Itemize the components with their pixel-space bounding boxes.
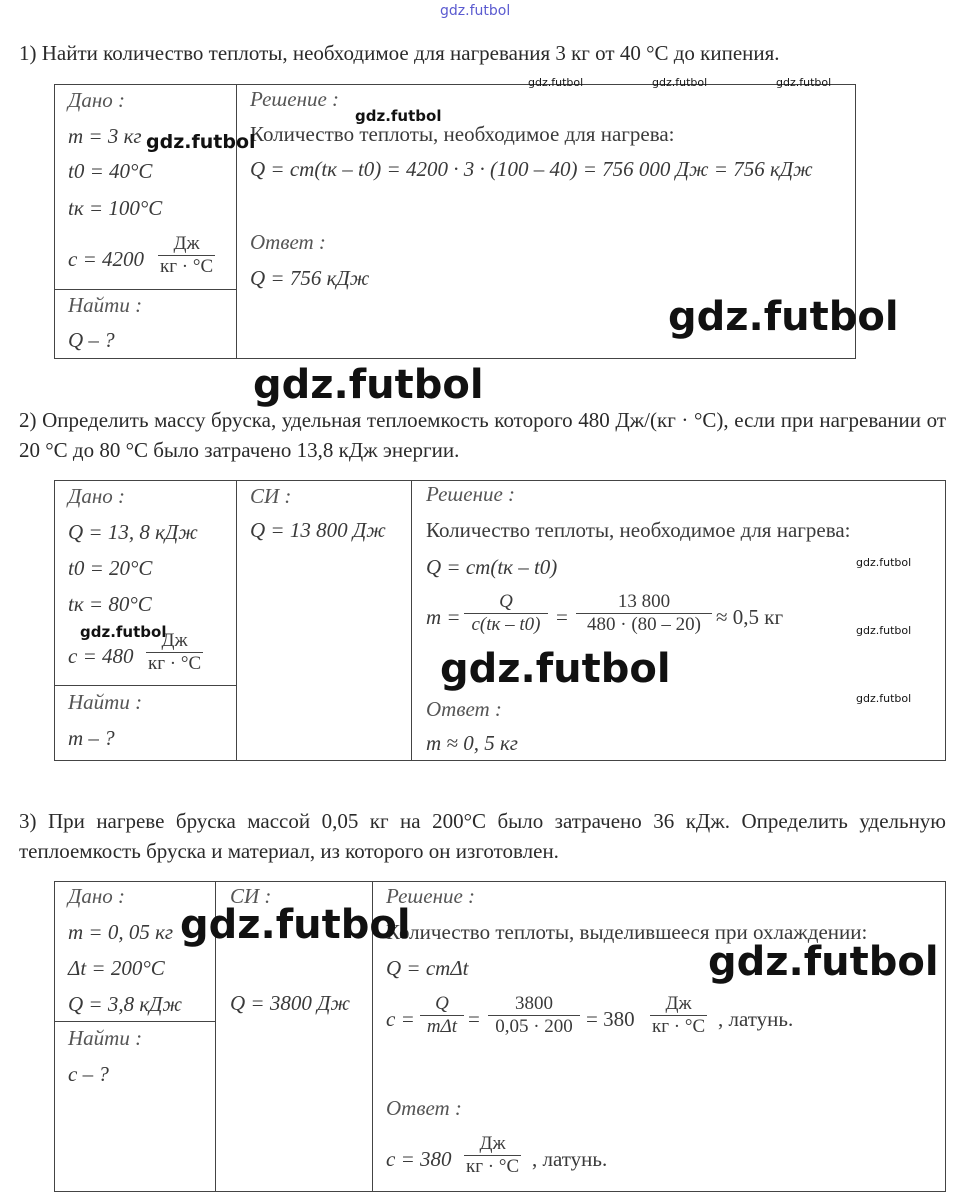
solution-line: Q = cm(tк – t0) = 4200 · 3 · (100 – 40) = 756 000 Дж = 756 кДж	[250, 157, 813, 181]
si-header: СИ :	[230, 884, 272, 908]
unit-numerator: Дж	[479, 1133, 506, 1154]
formula-fraction	[464, 591, 548, 636]
given-item: m = 0, 05 кг	[68, 920, 174, 944]
watermark-text: gdz.futbol	[180, 902, 411, 948]
dano-header: Дано :	[68, 484, 126, 508]
table-divider	[236, 480, 237, 760]
watermark-text: gdz.futbol	[856, 624, 912, 637]
solution-line: Q = cmΔt	[386, 956, 469, 980]
answer-header: Ответ :	[386, 1096, 462, 1120]
table-divider	[54, 289, 236, 290]
given-item: t0 = 40°С	[68, 159, 153, 183]
formula-equals: =	[468, 1007, 480, 1031]
given-item: m = 3 кг	[68, 124, 142, 148]
find-header: Найти :	[68, 1026, 143, 1050]
find-header: Найти :	[68, 690, 143, 714]
given-item: tк = 80°С	[68, 592, 152, 616]
watermark-text: gdz.futbol	[668, 294, 899, 340]
answer-header: Ответ :	[250, 230, 326, 254]
fraction-numerator: 3800	[515, 993, 553, 1014]
given-item: Q = 13, 8 кДж	[68, 520, 198, 544]
unit-fraction	[158, 233, 215, 278]
formula-result: = 380	[586, 1007, 635, 1031]
solution-line: Количество теплоты, необходимое для нагрева:	[426, 518, 851, 542]
given-item: c = 480	[68, 644, 134, 668]
given-item: Q = 3,8 кДж	[68, 992, 183, 1016]
unit-denominator: кг · °С	[466, 1156, 520, 1177]
solution-header: Решение :	[426, 482, 516, 506]
find-header: Найти :	[68, 293, 143, 317]
watermark-text: gdz.futbol	[355, 107, 442, 125]
watermark-text: gdz.futbol	[440, 646, 671, 692]
unit-denominator: кг · °С	[160, 256, 214, 277]
unit-numerator: Дж	[665, 993, 692, 1014]
answer-header: Ответ :	[426, 697, 502, 721]
given-item: tк = 100°С	[68, 196, 163, 220]
given-item: Δt = 200°С	[68, 956, 165, 980]
formula-result: ≈ 0,5 кг	[716, 605, 784, 629]
given-item: c = 4200	[68, 247, 144, 271]
answer-value: Q = 756 кДж	[250, 266, 370, 290]
solution-line: Количество теплоты, выделившееся при охлаждении:	[386, 920, 868, 944]
fraction-numerator: 13 800	[617, 591, 671, 612]
dano-header: Дано :	[68, 88, 126, 112]
si-header: СИ :	[250, 484, 292, 508]
fraction-numerator: Q	[499, 591, 513, 612]
unit-numerator: Дж	[173, 233, 200, 254]
watermark-text: gdz.futbol	[253, 362, 484, 408]
formula-lhs: c =	[386, 1007, 415, 1031]
problem-2-statement: 2) Определить массу бруска, удельная теплоемкость которого 480 Дж/(кг · °С), если при нагревании от 20 °С до 80 °С было затрачено 13,8 кДж энергии.	[19, 408, 946, 462]
answer-value: m ≈ 0, 5 кг	[426, 731, 518, 755]
given-item: t0 = 20°С	[68, 556, 153, 580]
formula-fraction	[576, 591, 712, 636]
unit-denominator: кг · °С	[652, 1016, 706, 1037]
unit-numerator: Дж	[161, 630, 188, 651]
watermark-text: gdz.futbol	[80, 623, 167, 641]
dano-header: Дано :	[68, 884, 126, 908]
watermark-text: gdz.futbol	[856, 692, 912, 705]
formula-fraction	[420, 993, 464, 1038]
solution-header: Решение :	[386, 884, 476, 908]
solution-header: Решение :	[250, 87, 340, 111]
fraction-denominator: mΔt	[420, 1015, 464, 1038]
fraction-denominator: 480 · (80 – 20)	[576, 613, 712, 636]
watermark-text: gdz.futbol	[776, 76, 832, 89]
solution-line: Количество теплоты, необходимое для нагрева:	[250, 122, 675, 146]
watermark-text: gdz.futbol	[146, 131, 256, 153]
formula-fraction	[488, 993, 580, 1038]
watermark-text: gdz.futbol	[652, 76, 708, 89]
find-item: m – ?	[68, 726, 115, 750]
table-divider	[236, 84, 237, 358]
table-divider	[411, 480, 412, 760]
solution-line: Q = cm(tк – t0)	[426, 555, 558, 579]
table-divider	[54, 1021, 215, 1022]
formula-equals: =	[556, 605, 568, 629]
problem-1-statement: 1) Найти количество теплоты, необходимое для нагревания 3 кг от 40 °С до кипения.	[19, 41, 780, 65]
watermark-text: gdz.futbol	[440, 3, 511, 19]
watermark-text: gdz.futbol	[708, 939, 939, 985]
answer-value: c = 380	[386, 1147, 452, 1171]
problem-3-statement: 3) При нагреве бруска массой 0,05 кг на 200°С было затрачено 36 кДж. Определить удельную теплоемкость бруска и материал, из которого он изготовлен.	[19, 809, 946, 863]
formula-lhs: m =	[426, 605, 461, 629]
answer-tail: , латунь.	[532, 1147, 608, 1171]
find-item: c – ?	[68, 1062, 109, 1086]
table-divider	[54, 685, 236, 686]
si-value: Q = 13 800 Дж	[250, 518, 386, 542]
fraction-denominator: c(tк – t0)	[464, 613, 548, 636]
unit-fraction	[650, 993, 707, 1038]
fraction-numerator: Q	[435, 993, 449, 1014]
watermark-text: gdz.futbol	[856, 556, 912, 569]
fraction-denominator: 0,05 · 200	[488, 1015, 580, 1038]
formula-tail: , латунь.	[718, 1007, 794, 1031]
unit-denominator: кг · °С	[148, 653, 202, 674]
si-value: Q = 3800 Дж	[230, 991, 350, 1015]
watermark-text: gdz.futbol	[528, 76, 584, 89]
find-item: Q – ?	[68, 328, 115, 352]
unit-fraction	[464, 1133, 521, 1178]
